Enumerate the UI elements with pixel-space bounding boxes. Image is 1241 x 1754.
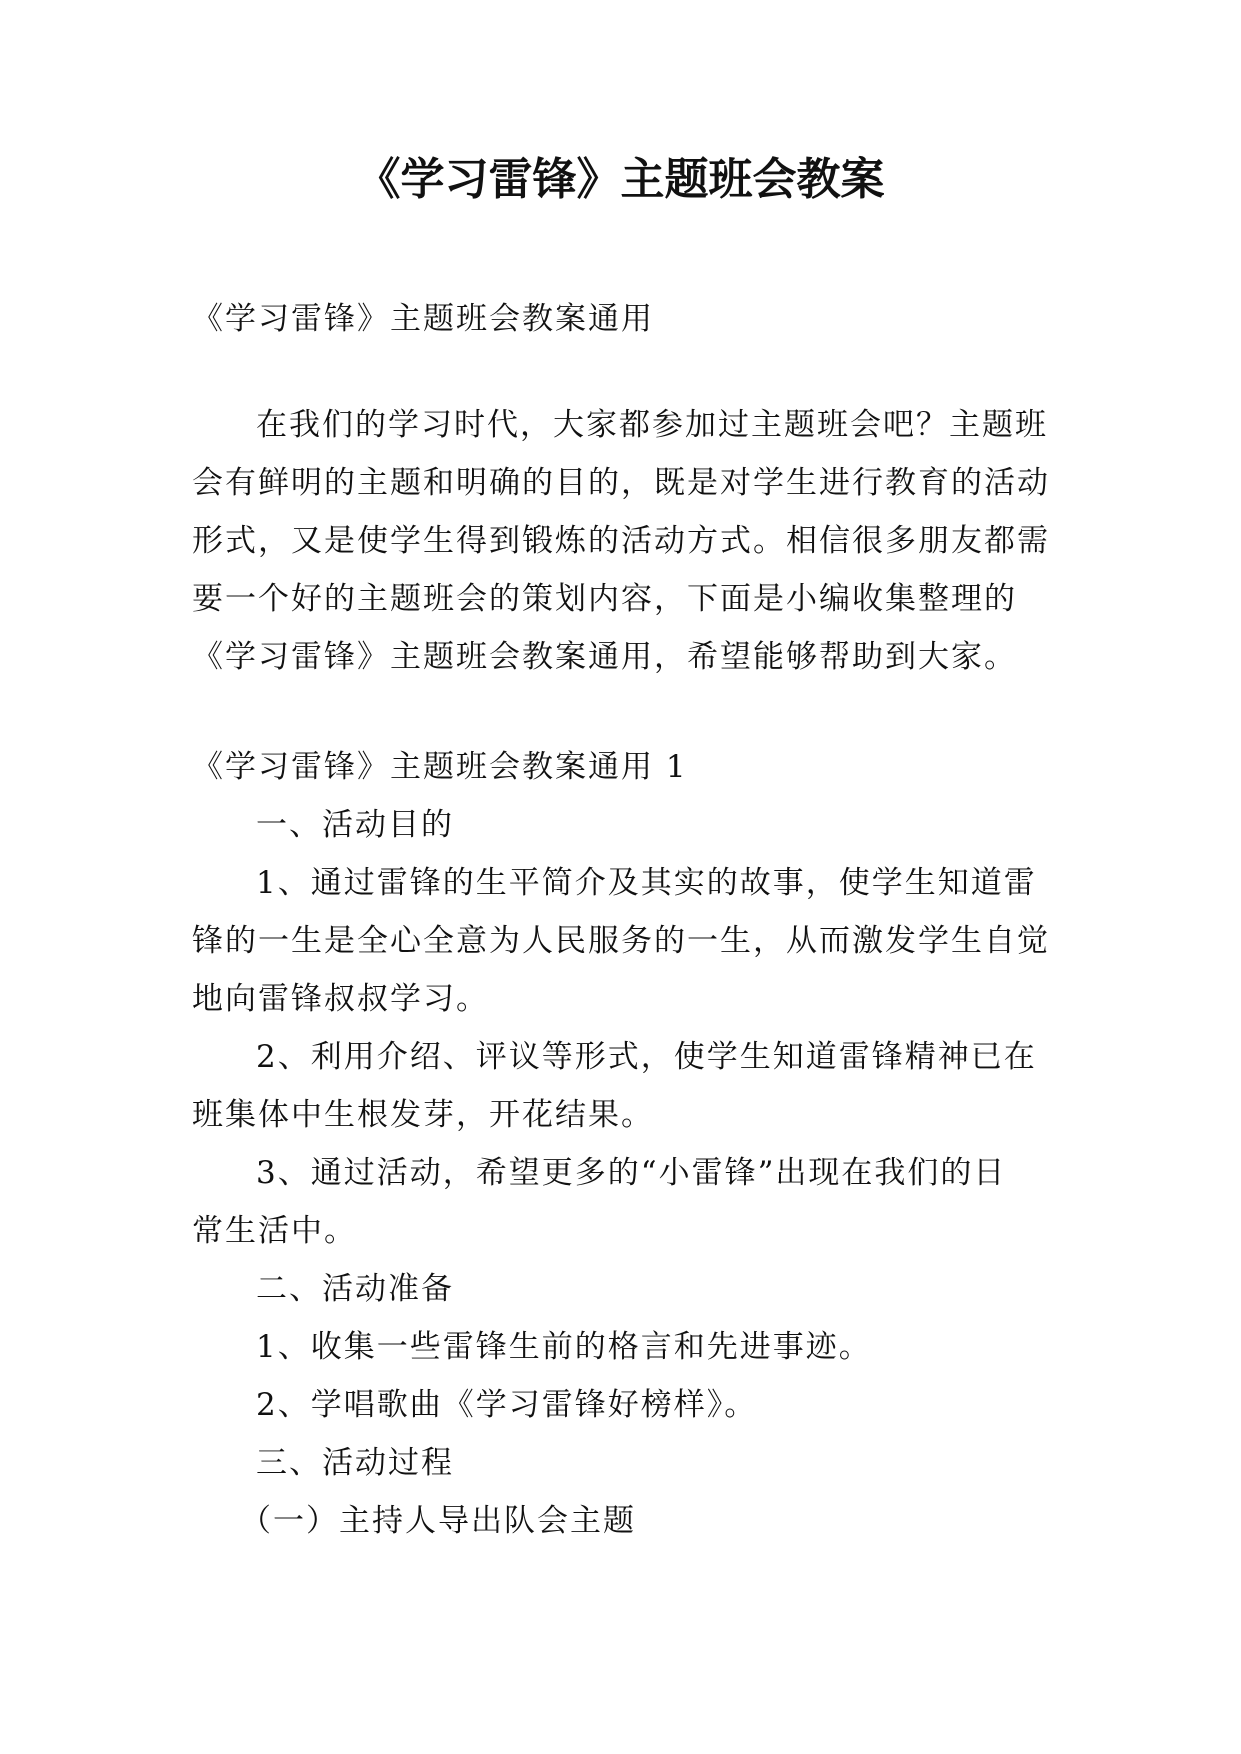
intro-line: 要一个好的主题班会的策划内容，下面是小编收集整理的 — [192, 581, 1017, 617]
intro-paragraph — [192, 396, 1052, 686]
heading-activity-process: 三、活动过程 — [256, 1445, 454, 1481]
goal-line: 2、利用介绍、评议等形式，使学生知道雷锋精神已在 — [256, 1039, 1037, 1075]
goal-line: 3、通过活动，希望更多的“小雷锋”出现在我们的日 — [256, 1155, 1007, 1191]
goal-item-1 — [192, 854, 1052, 1028]
prep-item-2: 2、学唱歌曲《学习雷锋好榜样》。 — [256, 1387, 758, 1423]
section-title: 《学习雷锋》主题班会教案通用 1 — [192, 749, 688, 785]
intro-line: 会有鲜明的主题和明确的目的，既是对学生进行教育的活动 — [192, 465, 1050, 501]
intro-line: 形式，又是使学生得到锻炼的活动方式。相信很多朋友都需 — [192, 523, 1050, 559]
goal-line: 1、通过雷锋的生平简介及其实的故事，使学生知道雷 — [256, 865, 1037, 901]
goal-line: 常生活中。 — [192, 1213, 357, 1249]
prep-item-1: 1、收集一些雷锋生前的格言和先进事迹。 — [256, 1329, 872, 1365]
goal-line: 锋的一生是全心全意为人民服务的一生，从而激发学生自觉 — [192, 923, 1050, 959]
document-title: 《学习雷锋》主题班会教案 — [356, 154, 885, 205]
goal-line: 班集体中生根发芽，开花结果。 — [192, 1097, 654, 1133]
goal-item-2 — [192, 1028, 1052, 1144]
intro-line: 《学习雷锋》主题班会教案通用，希望能够帮助到大家。 — [192, 639, 1017, 675]
document-body — [192, 290, 1052, 1550]
process-sub-1: （一）主持人导出队会主题 — [240, 1503, 636, 1539]
heading-activity-goal: 一、活动目的 — [256, 807, 454, 843]
intro-line: 在我们的学习时代，大家都参加过主题班会吧？主题班 — [256, 407, 1048, 443]
document-subtitle: 《学习雷锋》主题班会教案通用 — [192, 301, 654, 337]
goal-line: 地向雷锋叔叔学习。 — [192, 981, 489, 1017]
heading-activity-prep: 二、活动准备 — [256, 1271, 454, 1307]
goal-item-3 — [192, 1144, 1052, 1260]
